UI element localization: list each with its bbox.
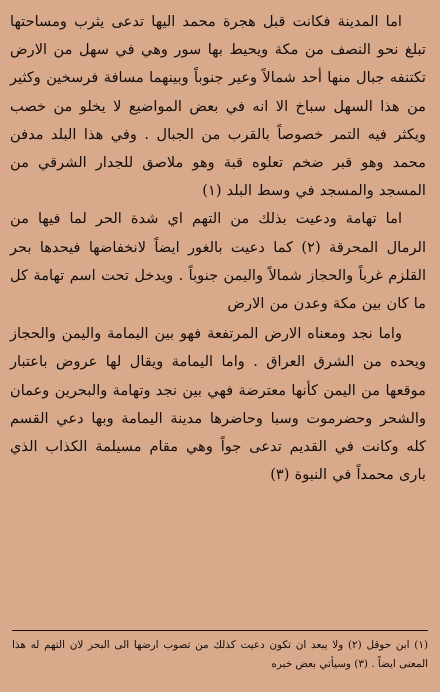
paragraph-tihama: اما تهامة ودعيت بذلك من التهم اي شدة الحر لما فيها من الرمال المحرقة (٢) كما دعيت بالغور ايضاً لانخفاضها فيحدها بحر القلزم غرباً والحجاز شمالاً واليمن جنوباً . ويدخل تحت اسم تهامة كل ما كان بين مكة وعدن من الارض: [10, 210, 426, 313]
footnote-text: (١) ابن حوقل (٢) ولا يبعد ان تكون دعيت كذلك من تصوب ارضها الى البحر لان التهم له هذا المعنى ايضاً . (٣) وسيأتي بعض خبره: [12, 639, 428, 670]
paragraph-medina: اما المدينة فكانت قبل هجرة محمد اليها تدعى يثرب ومساحتها تبلغ نحو النصف من مكة ويحيط بها سور وهي في سهل من الارض تكتنفه جبال منها أحد شمالاً وعير جنوباً وبينهما مسافة فرسخين وكثير من هذا السهل سباخ الا انه في بعض المواضيع لا يخلو من خصب ويكثر فيه التمر خصوصاً بالقرب من الجبال . وفي هذا البلد مدفن محمد وهو قبر ضخم تعلوه قبة وهو ملاصق للجدار الشرقي من المسجد والمسجد في وسط البلد (١): [10, 13, 426, 200]
footnote-divider: [12, 630, 428, 631]
paragraph-najd-yamama: واما نجد ومعناه الارض المرتفعة فهو بين اليمامة واليمن والحجاز ويحده من الشرق العراق . واما اليمامة ويقال لها عروض باعتبار موقعها من اليمن كأنها معترضة فهي بين نجد وتهامة والبحرين وعمان والشحر وحضرموت وسبا وحاضرها مدينة اليمامة وبها دعي القسم كله وكانت في القديم تدعى جواً وهي مقام مسيلمة الكذاب الذي بارى محمداً في النبوة (٣): [10, 325, 426, 484]
body-text: [10, 8, 426, 489]
footnotes: [12, 636, 428, 674]
